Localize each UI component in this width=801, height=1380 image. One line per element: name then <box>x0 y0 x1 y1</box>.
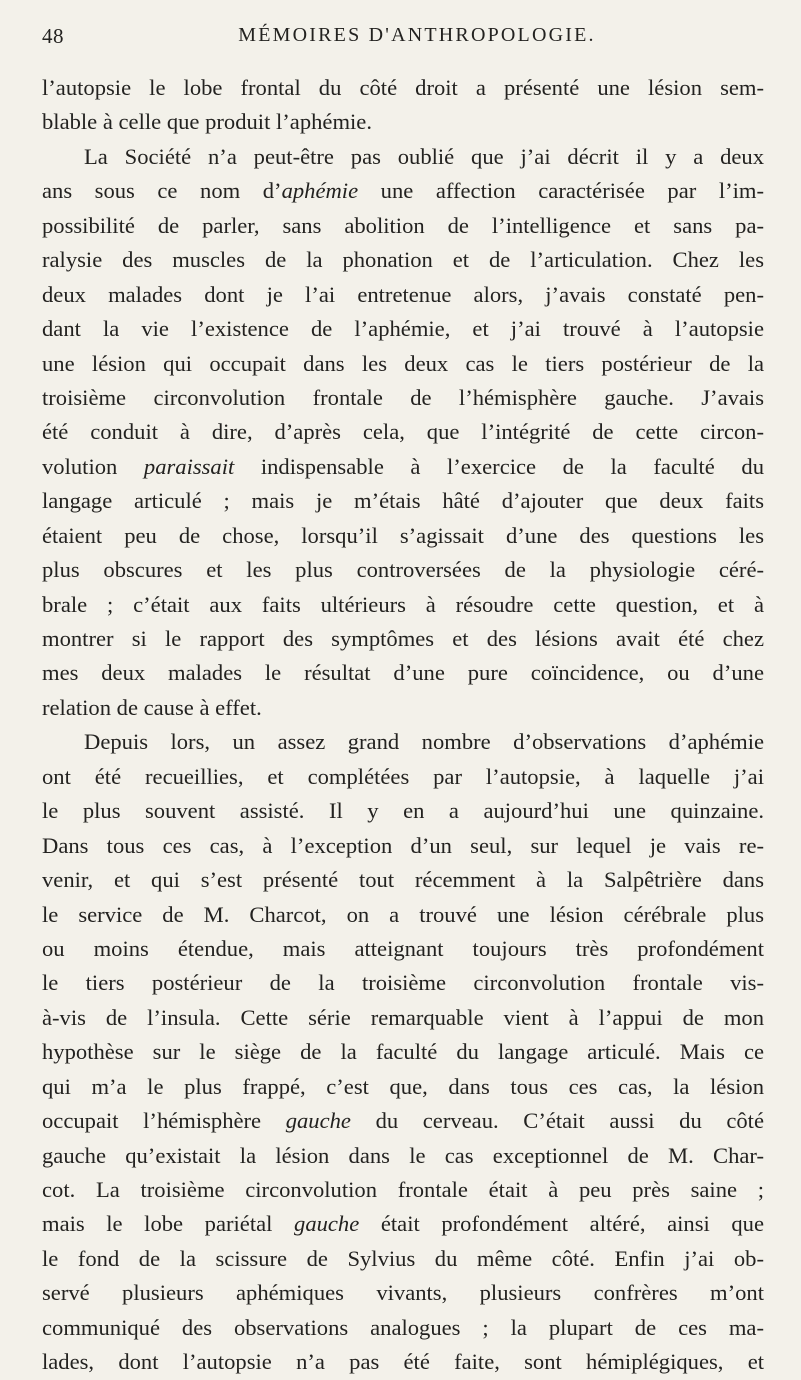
text-line: venir, et qui s’est présenté tout récemment à la Salpêtrière dans <box>42 867 764 893</box>
text-line: troisième circonvolution frontale de l’hémisphère gauche. J’avais <box>42 384 764 410</box>
text-line: Depuis lors, un assez grand nombre d’observations d’aphémie <box>84 729 764 755</box>
text-line: plus obscures et les plus controversées de la physiologie céré- <box>42 557 764 583</box>
text-line: deux malades dont je l’ai entretenue alors, j’avais constaté pen- <box>42 281 764 307</box>
running-title: MÉMOIRES D'ANTHROPOLOGIE. <box>238 24 596 46</box>
text-line: montrer si le rapport des symptômes et des lésions avait été chez <box>42 626 764 651</box>
text-line: dant la vie l’existence de l’aphémie, et j’ai trouvé à l’autopsie <box>42 316 764 342</box>
text-line: qui m’a le plus frappé, c’est que, dans tous ces cas, la lésion <box>42 1073 764 1099</box>
italic-term: gauche <box>294 1211 360 1237</box>
text-line: servé plusieurs aphémiques vivants, plusieurs confrères m’ont <box>42 1280 764 1306</box>
text-line: été conduit à dire, d’après cela, que l’intégrité de cette circon- <box>42 419 764 445</box>
text-line: ans sous ce nom d’aphémie une affection caractérisée par l’im- <box>42 178 764 204</box>
text-line: blable à celle que produit l’aphémie. <box>42 109 372 135</box>
italic-term: aphémie <box>281 178 359 204</box>
text-line: le plus souvent assisté. Il y en a aujourd’hui une quinzaine. <box>42 798 764 824</box>
text-line: une lésion qui occupait dans les deux cas le tiers postérieur de la <box>42 350 764 376</box>
text-line: communiqué des observations analogues ; la plupart de ces ma- <box>42 1314 764 1340</box>
text-line: Dans tous ces cas, à l’exception d’un seul, sur lequel je vais re- <box>42 832 764 858</box>
text-line: l’autopsie le lobe frontal du côté droit a présenté une lésion sem- <box>42 75 764 100</box>
text-line: mes deux malades le résultat d’une pure coïncidence, ou d’une <box>42 660 764 686</box>
text-line: le service de M. Charcot, on a trouvé une lésion cérébrale plus <box>42 901 764 927</box>
text-line: gauche qu’existait la lésion dans le cas exceptionnel de M. Char- <box>42 1142 764 1168</box>
text-line: langage articulé ; mais je m’étais hâté d’ajouter que deux faits <box>42 488 764 514</box>
text-line: à-vis de l’insula. Cette série remarquable vient à l’appui de mon <box>42 1004 764 1030</box>
page-number: 48 <box>42 24 64 48</box>
text-line: le fond de la scissure de Sylvius du même côté. Enfin j’ai ob- <box>42 1245 764 1271</box>
body-text <box>42 71 764 1380</box>
text-line: occupait l’hémisphère gauche du cerveau. C’était aussi du côté <box>42 1108 764 1134</box>
text-line: le tiers postérieur de la troisième circonvolution frontale vis- <box>42 970 764 996</box>
text-line: relation de cause à effet. <box>42 694 262 720</box>
text-line: hypothèse sur le siège de la faculté du langage articulé. Mais ce <box>42 1039 764 1065</box>
text-line: ralysie des muscles de la phonation et de l’articulation. Chez les <box>42 247 764 273</box>
italic-term: gauche <box>285 1108 351 1134</box>
text-line: mais le lobe pariétal gauche était profondément altéré, ainsi que <box>42 1211 764 1237</box>
text-line: La Société n’a peut-être pas oublié que j’ai décrit il y a deux <box>84 143 764 169</box>
text-line: lades, dont l’autopsie n’a pas été faite, sont hémiplégiques, et <box>42 1349 764 1375</box>
running-head <box>42 24 762 54</box>
text-line: ont été recueillies, et complétées par l’autopsie, à laquelle j’ai <box>42 763 764 789</box>
text-line: étaient peu de chose, lorsqu’il s’agissait d’une des questions les <box>42 522 764 548</box>
text-line: ou moins étendue, mais atteignant toujours très profondément <box>42 935 764 961</box>
text-line: cot. La troisième circonvolution frontale était à peu près saine ; <box>42 1177 764 1202</box>
text-line: possibilité de parler, sans abolition de l’intelligence et sans pa- <box>42 212 764 238</box>
italic-term: paraissait <box>143 453 235 479</box>
text-line: volution paraissait indispensable à l’exercice de la faculté du <box>42 453 764 479</box>
text-line: brale ; c’était aux faits ultérieurs à résoudre cette question, et à <box>42 591 764 617</box>
